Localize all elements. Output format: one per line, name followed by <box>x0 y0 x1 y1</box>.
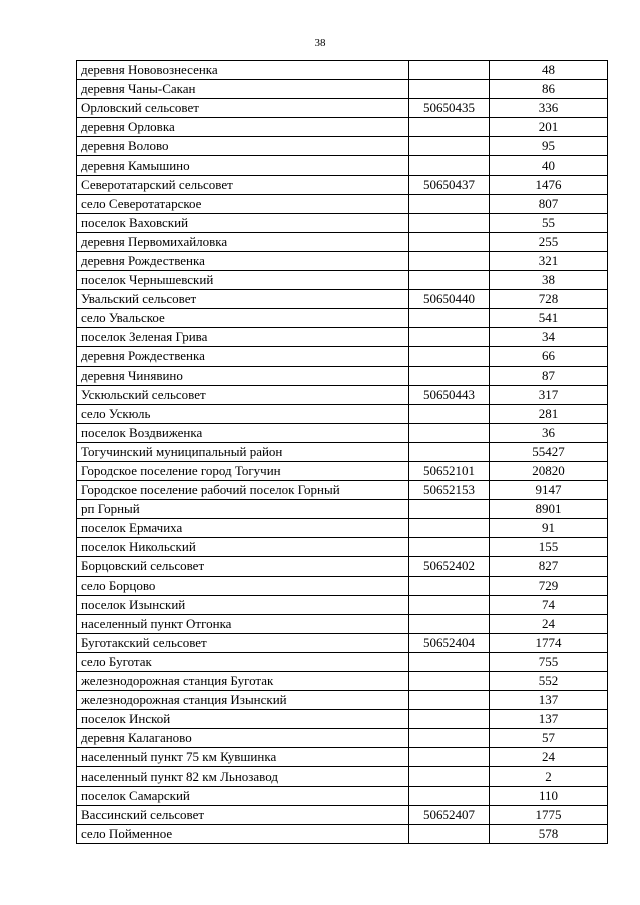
settlement-name-cell: деревня Рождественка <box>77 251 409 270</box>
settlement-name-cell: Буготакский сельсовет <box>77 633 409 652</box>
table-row <box>77 538 608 557</box>
table-row <box>77 423 608 442</box>
oktmo-code-cell: 50650440 <box>409 290 490 309</box>
population-cell: 36 <box>490 423 608 442</box>
table-row <box>77 194 608 213</box>
oktmo-code-cell <box>409 366 490 385</box>
settlement-name-cell: Ускюльский сельсовет <box>77 385 409 404</box>
table-row <box>77 118 608 137</box>
settlement-name-cell: Орловский сельсовет <box>77 99 409 118</box>
settlement-name-cell: Вассинский сельсовет <box>77 805 409 824</box>
population-cell: 57 <box>490 729 608 748</box>
oktmo-code-cell <box>409 614 490 633</box>
population-cell: 34 <box>490 328 608 347</box>
table-row <box>77 232 608 251</box>
settlement-name-cell: село Ускюль <box>77 404 409 423</box>
table-row <box>77 99 608 118</box>
oktmo-code-cell: 50652402 <box>409 557 490 576</box>
population-cell: 827 <box>490 557 608 576</box>
table-row <box>77 729 608 748</box>
oktmo-code-cell <box>409 652 490 671</box>
population-cell: 87 <box>490 366 608 385</box>
oktmo-code-cell: 50650435 <box>409 99 490 118</box>
oktmo-code-cell <box>409 404 490 423</box>
oktmo-code-cell <box>409 672 490 691</box>
oktmo-code-cell: 50652407 <box>409 805 490 824</box>
table-row <box>77 557 608 576</box>
table-row <box>77 175 608 194</box>
population-cell: 201 <box>490 118 608 137</box>
population-cell: 24 <box>490 748 608 767</box>
oktmo-code-cell <box>409 213 490 232</box>
population-cell: 48 <box>490 61 608 80</box>
oktmo-code-cell: 50652101 <box>409 461 490 480</box>
settlement-name-cell: населенный пункт Отгонка <box>77 614 409 633</box>
oktmo-code-cell <box>409 347 490 366</box>
table-row <box>77 442 608 461</box>
population-cell: 578 <box>490 824 608 843</box>
table-row <box>77 385 608 404</box>
oktmo-code-cell: 50650437 <box>409 175 490 194</box>
settlement-name-cell: Городское поселение город Тогучин <box>77 461 409 480</box>
settlements-table <box>76 60 608 844</box>
population-cell: 86 <box>490 80 608 99</box>
population-cell: 91 <box>490 519 608 538</box>
settlement-name-cell: поселок Воздвиженка <box>77 423 409 442</box>
oktmo-code-cell <box>409 271 490 290</box>
population-cell: 8901 <box>490 500 608 519</box>
oktmo-code-cell <box>409 251 490 270</box>
oktmo-code-cell <box>409 710 490 729</box>
table-row <box>77 576 608 595</box>
settlement-name-cell: деревня Рождественка <box>77 347 409 366</box>
table-row <box>77 404 608 423</box>
table-row <box>77 461 608 480</box>
settlement-name-cell: Борцовский сельсовет <box>77 557 409 576</box>
table-row <box>77 290 608 309</box>
settlement-name-cell: поселок Инской <box>77 710 409 729</box>
table-row <box>77 156 608 175</box>
settlement-name-cell: поселок Ермачиха <box>77 519 409 538</box>
table-row <box>77 251 608 270</box>
table-row <box>77 824 608 843</box>
table-row <box>77 500 608 519</box>
population-cell: 281 <box>490 404 608 423</box>
settlement-name-cell: деревня Первомихайловка <box>77 232 409 251</box>
oktmo-code-cell: 50650443 <box>409 385 490 404</box>
population-cell: 155 <box>490 538 608 557</box>
population-cell: 729 <box>490 576 608 595</box>
oktmo-code-cell <box>409 729 490 748</box>
table-row <box>77 137 608 156</box>
table-row <box>77 652 608 671</box>
settlement-name-cell: деревня Нововознесенка <box>77 61 409 80</box>
population-cell: 728 <box>490 290 608 309</box>
oktmo-code-cell <box>409 423 490 442</box>
oktmo-code-cell <box>409 328 490 347</box>
oktmo-code-cell <box>409 442 490 461</box>
oktmo-code-cell: 50652404 <box>409 633 490 652</box>
settlement-name-cell: рп Горный <box>77 500 409 519</box>
settlement-name-cell: населенный пункт 82 км Льнозавод <box>77 767 409 786</box>
population-cell: 255 <box>490 232 608 251</box>
population-cell: 541 <box>490 309 608 328</box>
oktmo-code-cell <box>409 232 490 251</box>
oktmo-code-cell <box>409 576 490 595</box>
settlement-name-cell: деревня Волово <box>77 137 409 156</box>
settlement-name-cell: железнодорожная станция Изынский <box>77 691 409 710</box>
population-cell: 95 <box>490 137 608 156</box>
settlement-name-cell: деревня Калаганово <box>77 729 409 748</box>
table-row <box>77 366 608 385</box>
settlement-name-cell: поселок Самарский <box>77 786 409 805</box>
population-cell: 40 <box>490 156 608 175</box>
table-row <box>77 347 608 366</box>
oktmo-code-cell <box>409 519 490 538</box>
population-cell: 24 <box>490 614 608 633</box>
table-row <box>77 767 608 786</box>
table-row <box>77 328 608 347</box>
table-body <box>77 61 608 844</box>
table-row <box>77 595 608 614</box>
table-row <box>77 786 608 805</box>
settlement-name-cell: село Буготак <box>77 652 409 671</box>
settlement-name-cell: Городское поселение рабочий поселок Горный <box>77 481 409 500</box>
table-row <box>77 691 608 710</box>
oktmo-code-cell <box>409 61 490 80</box>
settlement-name-cell: поселок Ваховский <box>77 213 409 232</box>
population-cell: 55 <box>490 213 608 232</box>
oktmo-code-cell <box>409 824 490 843</box>
oktmo-code-cell <box>409 309 490 328</box>
oktmo-code-cell <box>409 748 490 767</box>
population-cell: 807 <box>490 194 608 213</box>
table-row <box>77 309 608 328</box>
population-cell: 1775 <box>490 805 608 824</box>
population-cell: 9147 <box>490 481 608 500</box>
oktmo-code-cell <box>409 118 490 137</box>
table-row <box>77 633 608 652</box>
settlement-name-cell: поселок Изынский <box>77 595 409 614</box>
settlement-name-cell: поселок Чернышевский <box>77 271 409 290</box>
population-cell: 66 <box>490 347 608 366</box>
table-row <box>77 213 608 232</box>
page-number: 38 <box>314 37 326 49</box>
oktmo-code-cell <box>409 500 490 519</box>
population-cell: 755 <box>490 652 608 671</box>
oktmo-code-cell <box>409 691 490 710</box>
settlement-name-cell: деревня Камышино <box>77 156 409 175</box>
oktmo-code-cell <box>409 156 490 175</box>
population-cell: 137 <box>490 710 608 729</box>
settlement-name-cell: железнодорожная станция Буготак <box>77 672 409 691</box>
population-cell: 110 <box>490 786 608 805</box>
population-cell: 20820 <box>490 461 608 480</box>
table-row <box>77 61 608 80</box>
settlement-name-cell: село Северотатарское <box>77 194 409 213</box>
settlement-name-cell: поселок Никольский <box>77 538 409 557</box>
table-row <box>77 80 608 99</box>
population-cell: 1476 <box>490 175 608 194</box>
population-cell: 321 <box>490 251 608 270</box>
oktmo-code-cell <box>409 194 490 213</box>
oktmo-code-cell <box>409 137 490 156</box>
table-row <box>77 271 608 290</box>
population-cell: 2 <box>490 767 608 786</box>
population-cell: 38 <box>490 271 608 290</box>
oktmo-code-cell: 50652153 <box>409 481 490 500</box>
settlement-name-cell: Северотатарский сельсовет <box>77 175 409 194</box>
oktmo-code-cell <box>409 767 490 786</box>
table-row <box>77 672 608 691</box>
population-cell: 1774 <box>490 633 608 652</box>
settlement-name-cell: село Пойменное <box>77 824 409 843</box>
table-row <box>77 748 608 767</box>
table-row <box>77 519 608 538</box>
settlement-name-cell: поселок Зеленая Грива <box>77 328 409 347</box>
population-cell: 55427 <box>490 442 608 461</box>
oktmo-code-cell <box>409 80 490 99</box>
table-row <box>77 805 608 824</box>
oktmo-code-cell <box>409 538 490 557</box>
settlement-name-cell: населенный пункт 75 км Кувшинка <box>77 748 409 767</box>
settlement-name-cell: село Борцово <box>77 576 409 595</box>
table-row <box>77 481 608 500</box>
settlement-name-cell: Увальский сельсовет <box>77 290 409 309</box>
population-cell: 552 <box>490 672 608 691</box>
table-row <box>77 614 608 633</box>
oktmo-code-cell <box>409 595 490 614</box>
settlement-name-cell: село Увальское <box>77 309 409 328</box>
table-row <box>77 710 608 729</box>
population-cell: 137 <box>490 691 608 710</box>
population-cell: 336 <box>490 99 608 118</box>
oktmo-code-cell <box>409 786 490 805</box>
settlement-name-cell: Тогучинский муниципальный район <box>77 442 409 461</box>
population-cell: 317 <box>490 385 608 404</box>
population-cell: 74 <box>490 595 608 614</box>
settlement-name-cell: деревня Орловка <box>77 118 409 137</box>
settlement-name-cell: деревня Чаны-Сакан <box>77 80 409 99</box>
settlement-name-cell: деревня Чинявино <box>77 366 409 385</box>
